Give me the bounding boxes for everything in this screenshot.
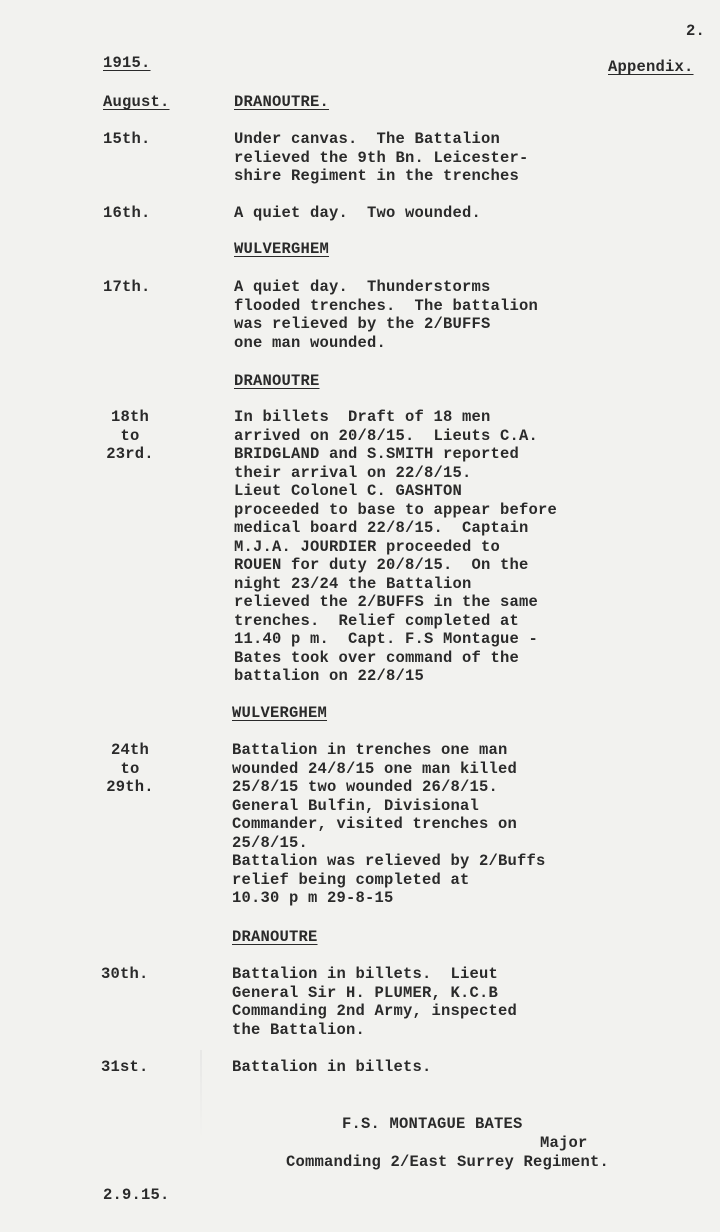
entry-text: A quiet day. Two wounded. (234, 204, 482, 222)
entry-text: Battalion in billets. Lieut General Sir H. PLUMER, K.C.B Commanding 2nd Army, inspected the Battalion. (232, 965, 518, 1039)
entry-date: 16th. (103, 204, 151, 222)
location-heading: DRANOUTRE. (234, 93, 330, 111)
location-heading: DRANOUTRE (232, 928, 318, 946)
location-heading: DRANOUTRE (234, 372, 320, 390)
entry-date: 17th. (103, 278, 151, 296)
entry-date: 31st. (101, 1058, 149, 1076)
signatory-unit: Commanding 2/East Surrey Regiment. (286, 1153, 610, 1171)
entry-text: Battalion in billets. (232, 1058, 432, 1076)
entry-text: In billets Draft of 18 men arrived on 20/8/15. Lieuts C.A. BRIDGLAND and S.SMITH reported their arrival on 22/8/15. Lieut Colonel C. GASHTON proceeded to base to appear before medical board 22/8/15. Captain M.J.A. JOURDIER proceeded to ROUEN for duty 20/8/15. On the night 23/24 the Battalion relieved the 2/BUFFS in the same trenches. Relief completed at 11.40 p m. Capt. F.S Montague - Bates took over command of the battalion on 22/8/15 (234, 408, 558, 685)
entry-text: A quiet day. Thunderstorms flooded trenches. The battalion was relieved by the 2/BUFFS one man wounded. (234, 278, 539, 352)
location-heading: WULVERGHEM (234, 240, 330, 258)
location-heading: WULVERGHEM (232, 704, 328, 722)
paper-crease (200, 1050, 202, 1140)
appendix-label: Appendix. (608, 58, 694, 76)
entry-date: 15th. (103, 130, 151, 148)
entry-date: 24th to 29th. (106, 741, 154, 796)
page-number: 2. (686, 22, 706, 40)
document-date: 2.9.15. (103, 1186, 170, 1204)
month-heading: August. (103, 93, 170, 111)
signatory-name: F.S. MONTAGUE BATES (342, 1115, 523, 1133)
entry-text: Under canvas. The Battalion relieved the 9th Bn. Leicester- shire Regiment in the trenches (234, 130, 529, 185)
entry-text: Battalion in trenches one man wounded 24/8/15 one man killed 25/8/15 two wounded 26/8/15. General Bulfin, Divisional Commander, visited trenches on 25/8/15. Battalion was relieved by 2/Buffs relief being completed at 10.30 p m 29-8-15 (232, 741, 546, 907)
entry-date: 30th. (101, 965, 149, 983)
signatory-rank: Major (540, 1134, 588, 1152)
year-heading: 1915. (103, 54, 151, 72)
entry-date: 18th to 23rd. (106, 408, 154, 463)
